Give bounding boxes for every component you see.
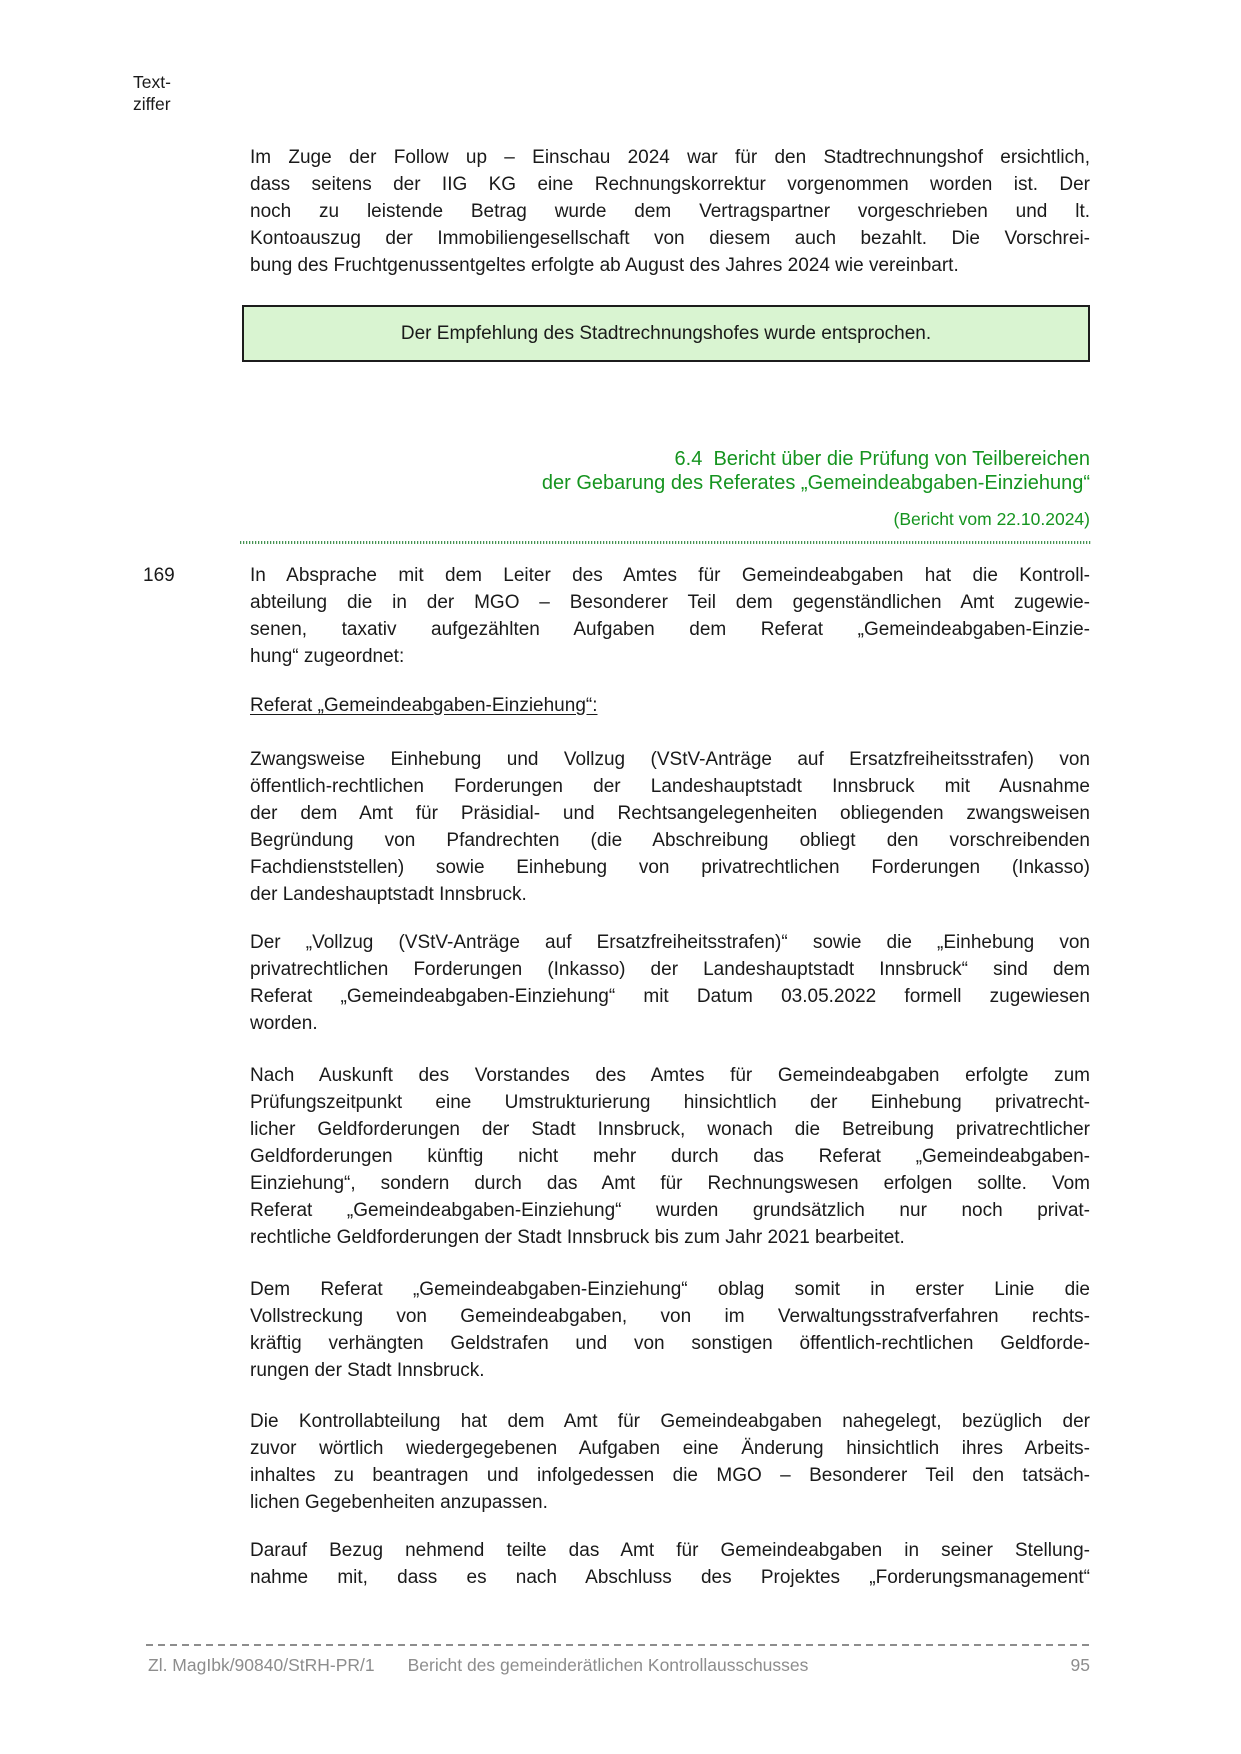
recommendation-text: Der Empfehlung des Stadtrechnungshofes wurde entsprochen. <box>400 322 932 344</box>
text-line: Die Kontrollabteilung hat dem Amt für Gemeindeabgaben nahegelegt, bezüglich der <box>250 1411 1090 1432</box>
text-line: bung des Fruchtgenussentgeltes erfolgte ab August des Jahres 2024 wie vereinbart. <box>250 255 959 276</box>
text-line: noch zu leistende Betrag wurde dem Vertragspartner vorgeschrieben und lt. <box>250 201 1090 222</box>
text-line: Der „Vollzug (VStV-Anträge auf Ersatzfreiheitsstrafen)“ sowie die „Einhebung von <box>250 932 1090 953</box>
text-line: privatrechtlichen Forderungen (Inkasso) der Landeshauptstadt Innsbruck“ sind dem <box>250 959 1090 980</box>
text-line: rungen der Stadt Innsbruck. <box>250 1360 485 1381</box>
text-line: Zwangsweise Einhebung und Vollzug (VStV-Anträge auf Ersatzfreiheitsstrafen) von <box>250 749 1090 770</box>
text-line: licher Geldforderungen der Stadt Innsbruck, wonach die Betreibung privatrechtlicher <box>250 1119 1090 1140</box>
text-line: dass seitens der IIG KG eine Rechnungskorrektur vorgenommen worden ist. Der <box>250 174 1090 195</box>
text-line: öffentlich-rechtlichen Forderungen der Landeshauptstadt Innsbruck mit Ausnahme <box>250 776 1090 797</box>
text-line: der dem Amt für Präsidial- und Rechtsangelegenheiten obliegenden zwangsweisen <box>250 803 1090 824</box>
text-line: Referat „Gemeindeabgaben-Einziehung“ mit Datum 03.05.2022 formell zugewiesen <box>250 986 1090 1007</box>
report-date: (Bericht vom 22.10.2024) <box>893 509 1090 529</box>
footer-page-number: 95 <box>1070 1655 1090 1675</box>
text-line: inhaltes zu beantragen und infolgedessen die MGO – Besonderer Teil den tatsäch- <box>250 1465 1090 1486</box>
margin-label-line: ziffer <box>133 93 171 114</box>
page-footer <box>148 1653 1090 1677</box>
footer-title: Bericht des gemeinderätlichen Kontrollausschusses <box>407 1655 809 1675</box>
text-line: zuvor wörtlich wiedergegebenen Aufgaben eine Änderung hinsichtlich ihres Arbeits- <box>250 1438 1090 1459</box>
text-line: abteilung die in der MGO – Besonderer Teil dem gegenständlichen Amt zugewie- <box>250 592 1090 613</box>
textziffer-number: 169 <box>143 565 175 586</box>
text-line: Referat „Gemeindeabgaben-Einziehung“ wurden grundsätzlich nur noch privat- <box>250 1200 1090 1221</box>
paragraph-darauf <box>250 1537 1090 1591</box>
paragraph-dem-referat <box>250 1276 1090 1384</box>
text-line: kräftig verhängten Geldstrafen und von sonstigen öffentlich-rechtlichen Geldforde- <box>250 1333 1090 1354</box>
text-line: Dem Referat „Gemeindeabgaben-Einziehung“ oblag somit in erster Linie die <box>250 1279 1090 1300</box>
text-line: senen, taxativ aufgezählten Aufgaben dem Referat „Gemeindeabgaben-Einzie- <box>250 619 1090 640</box>
text-line: Fachdienststellen) sowie Einhebung von privatrechtlichen Forderungen (Inkasso) <box>250 857 1090 878</box>
referat-subheading: Referat „Gemeindeabgaben-Einziehung“: <box>250 695 598 716</box>
text-line: Darauf Bezug nehmend teilte das Amt für Gemeindeabgaben in seiner Stellung- <box>250 1540 1090 1561</box>
text-line: der Landeshauptstadt Innsbruck. <box>250 884 527 905</box>
paragraph-follow-up <box>250 144 1090 279</box>
paragraph-zwangsweise <box>250 746 1090 908</box>
text-line: nahme mit, dass es nach Abschluss des Projektes „Forderungsmanagement“ <box>250 1567 1090 1588</box>
margin-label-textziffer <box>133 72 171 115</box>
footer-separator <box>146 1644 1090 1646</box>
text-line: Prüfungszeitpunkt eine Umstrukturierung hinsichtlich der Einhebung privatrecht- <box>250 1092 1090 1113</box>
text-line: Im Zuge der Follow up – Einschau 2024 war für den Stadtrechnungshof ersichtlich, <box>250 147 1090 168</box>
text-line: rechtliche Geldforderungen der Stadt Innsbruck bis zum Jahr 2021 bearbeitet. <box>250 1227 905 1248</box>
dotted-separator <box>240 541 1092 544</box>
footer-reference: Zl. MagIbk/90840/StRH-PR/1 <box>148 1655 375 1675</box>
margin-label-line: Text- <box>133 72 171 92</box>
text-line: lichen Gegebenheiten anzupassen. <box>250 1492 548 1513</box>
text-line: Begründung von Pfandrechten (die Abschreibung obliegt den vorschreibenden <box>250 830 1090 851</box>
recommendation-box <box>242 305 1090 362</box>
section-heading-6-4 <box>250 447 1090 495</box>
paragraph-absprache <box>250 562 1090 670</box>
text-line: worden. <box>250 1013 318 1034</box>
text-line: In Absprache mit dem Leiter des Amtes für Gemeindeabgaben hat die Kontroll- <box>250 565 1090 586</box>
text-line: hung“ zugeordnet: <box>250 646 405 667</box>
paragraph-kontrollabteilung <box>250 1408 1090 1516</box>
paragraph-vollzug <box>250 929 1090 1037</box>
text-line: Kontoauszug der Immobiliengesellschaft von diesem auch bezahlt. Die Vorschrei- <box>250 228 1090 249</box>
heading-line: der Gebarung des Referates „Gemeindeabgaben-Einziehung“ <box>541 472 1090 494</box>
text-line: Vollstreckung von Gemeindeabgaben, von im Verwaltungsstrafverfahren rechts- <box>250 1306 1090 1327</box>
text-line: Nach Auskunft des Vorstandes des Amtes für Gemeindeabgaben erfolgte zum <box>250 1065 1090 1086</box>
heading-line: 6.4 Bericht über die Prüfung von Teilbereichen <box>674 448 1090 470</box>
text-line: Geldforderungen künftig nicht mehr durch das Referat „Gemeindeabgaben- <box>250 1146 1090 1167</box>
paragraph-nach-auskunft <box>250 1062 1090 1251</box>
text-line: Einziehung“, sondern durch das Amt für Rechnungswesen erfolgen sollte. Vom <box>250 1173 1090 1194</box>
